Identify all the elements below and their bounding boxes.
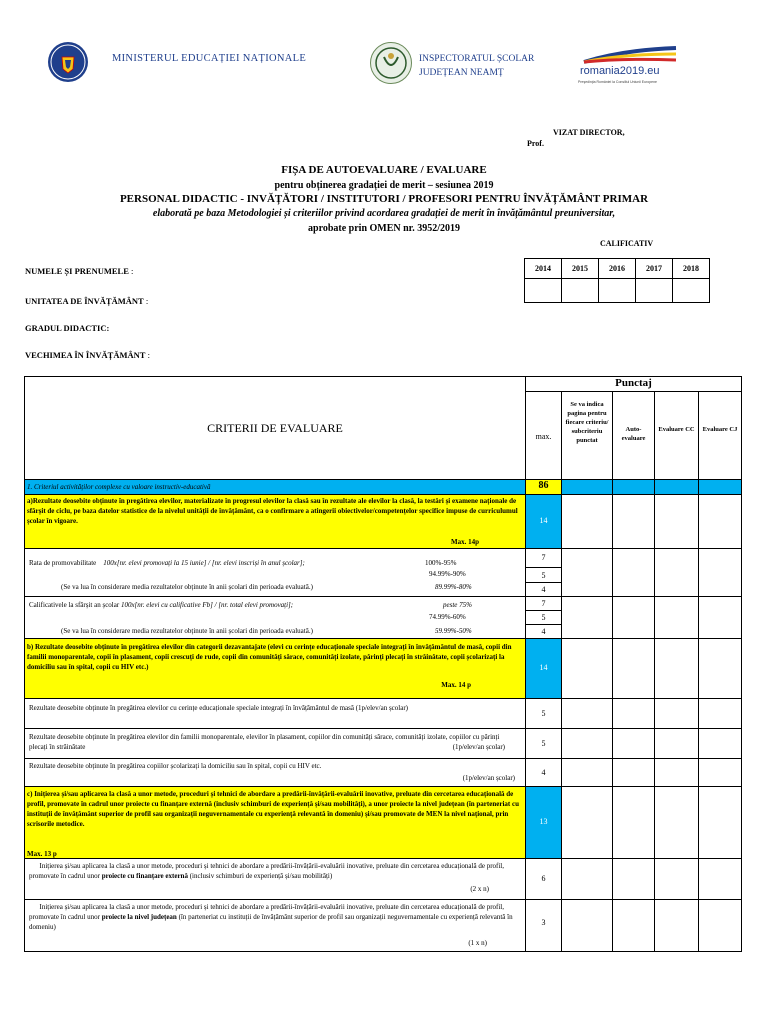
promo-label: Rata de promovabilitate (29, 559, 97, 567)
title-line4: elaborată pe baza Metodologiei și criteriilor privind acordarea gradației de merit în învățământul preuniversitar, (152, 208, 616, 219)
calif-cj[interactable] (698, 596, 742, 639)
cj-header-cell (698, 391, 742, 480)
calificativ-label: CALIFICATIV (600, 239, 654, 248)
c2-unit: (1 x n) (468, 939, 487, 947)
promo-p3-cell (525, 582, 562, 597)
calif-2014-input[interactable] (525, 279, 562, 303)
crit-a-text: a)Rezultate deosebite obținute în pregătirea elevilor, materializate în progresul elevilor la clasă sau în rezultate ale elevilor la clasă, la testări și examene naționale de sfârșit de ciclu, pe baza datelor statistice de la nivelul unității de învățământ, ca o confirmare a atingerii obiectivelor/competențelor specifice impuse de curriculumul școlar în vigoare. (27, 497, 518, 525)
calif-p2-cell (525, 610, 562, 625)
crit-b-text: b) Rezultate deosebite obținute în pregătirea elevilor din categorii dezavantajate (elevi cu cerințe educaționale speciale integrați în învățământul de masă, copii din familii monoparentale, copii în plasament, copii crescuți de rude, copii din comunități sărace, comunități izolate, părinți plecați în străinătate, copii școlarizați la domiciliu sau în spital, copii cu HIV etc.) (27, 643, 512, 671)
c1-p: 6 (541, 874, 546, 883)
promo-note: (Se va lua în considerare media rezultatelor obținute în anii școlari din perioada evaluată.) (61, 583, 313, 591)
field-seniority-label: VECHIMEA ÎN ÎNVĂȚĂMÂNT (25, 350, 146, 360)
c2-p-cell (525, 899, 562, 952)
crit1-pagina[interactable] (561, 479, 613, 495)
crit-b-max: 14 (539, 663, 548, 672)
promo-cj[interactable] (698, 548, 742, 597)
c2-text-c: (în parteneriat cu instituții de învățământ superior de profil sau organizații neguvernamentale cu experiență relevantă în domeniu) (29, 913, 513, 931)
promo-range-3: 89.99%-80% (435, 583, 472, 591)
crit1-row (24, 479, 526, 495)
crit1-label: 1. Criteriul activităților complexe cu valoare instructiv-educativă (27, 483, 211, 491)
crit-c-max: 13 (539, 817, 548, 826)
pagina-header-cell (561, 391, 613, 480)
max-header: max. (535, 432, 552, 441)
title-line5: aprobate prin OMEN nr. 3952/2019 (308, 223, 460, 234)
b3-p-cell (525, 758, 562, 787)
pagina-header: Se va indica pagina pentru fiecare criteriu/ subcriteriu punctat (565, 401, 609, 444)
calif-2018-input[interactable] (673, 279, 710, 303)
crit-a-max-cell (525, 494, 562, 549)
crit-c-cc[interactable] (654, 786, 699, 859)
c2-cj[interactable] (698, 899, 742, 952)
crit1-cj[interactable] (698, 479, 742, 495)
year-2017: 2017 (636, 259, 673, 279)
b3-cj[interactable] (698, 758, 742, 787)
crit-c-max-cell (525, 786, 562, 859)
crit-b-row (24, 638, 526, 699)
b2-text: Rezultate deosebite obținute în pregătirea elevilor din familii monoparentale, elevilor în plasament, copiilor din comunități sărace, comunități izolate, copiilor cu părinți plecați în străinătate (29, 733, 500, 751)
calif-pagina[interactable] (561, 596, 613, 639)
punctaj-header: Punctaj (525, 376, 742, 392)
field-name[interactable]: NUMELE ȘI PRENUMELE : (25, 266, 134, 276)
eu-presidency-logo (582, 46, 678, 64)
isj-name (419, 52, 534, 80)
calif-formula: 100x[nr. elevi cu calificative Fb] / [nr. total elevi promovați]; (120, 601, 294, 609)
crit-a-cc[interactable] (654, 494, 699, 549)
b2-unit: (1p/elev/an școlar) (452, 743, 505, 751)
b2-row (24, 728, 526, 759)
promo-auto[interactable] (612, 548, 655, 597)
cc-header-cell (654, 391, 699, 480)
c2-pagina[interactable] (561, 899, 613, 952)
b1-cj[interactable] (698, 698, 742, 729)
crit-c-max-label: Max. 13 p (27, 850, 57, 858)
isj-line2: JUDEȚEAN NEAMȚ (419, 68, 504, 78)
calif-p1: 7 (541, 599, 546, 608)
ministry-logo (48, 42, 88, 82)
promo-text (29, 558, 305, 568)
c1-text-c: (inclusiv schimburi de experiență și/sau mobilități) (189, 872, 333, 880)
vizat-director: VIZAT DIRECTOR, (553, 128, 625, 137)
c2-p: 3 (541, 918, 546, 927)
year-2014: 2014 (525, 259, 562, 279)
crit-a-cj[interactable] (698, 494, 742, 549)
ministry-name: MINISTERUL EDUCAȚIEI NAȚIONALE (112, 53, 307, 64)
calif-cc[interactable] (654, 596, 699, 639)
b3-cc[interactable] (654, 758, 699, 787)
c1-pagina[interactable] (561, 858, 613, 900)
b2-p-cell (525, 728, 562, 759)
crit1-cc[interactable] (654, 479, 699, 495)
b3-unit: (1p/elev/an școlar) (462, 774, 515, 782)
calif-note: (Se va lua în considerare media rezultatelor obținute în anii școlari din perioada evaluată.) (61, 627, 313, 635)
crit-a-max-label: Max. 14p (451, 538, 479, 546)
year-2015: 2015 (562, 259, 599, 279)
calif-2017-input[interactable] (636, 279, 673, 303)
c2-auto[interactable] (612, 899, 655, 952)
calif-p1-cell (525, 596, 562, 611)
promo-block (24, 548, 526, 597)
calif-p2: 5 (541, 613, 546, 622)
year-2018: 2018 (673, 259, 710, 279)
promo-pagina[interactable] (561, 548, 613, 597)
crit-a-auto[interactable] (612, 494, 655, 549)
isj-logo (370, 42, 412, 84)
c1-p-cell (525, 858, 562, 900)
romania2019-subtitle: Preşedinţia României la Consiliul Uniunii Europene (578, 80, 657, 84)
promo-p3: 4 (541, 585, 546, 594)
b1-cc[interactable] (654, 698, 699, 729)
b1-p-cell (525, 698, 562, 729)
b1-text: Rezultate deosebite obținute în pregătirea elevilor cu cerințe educaționale speciale integrați în învățământul de masă (1p/elev/an școlar) (29, 704, 409, 712)
c2-text-a: Inițierea și/sau aplicarea la clasă a unor metode, proceduri și tehnici de abordare a predării-învățării-evaluării inovative, preluate din cercetarea educațională de profil, promovate în cadrul unor (29, 903, 504, 921)
vizat-prof: Prof. (527, 139, 544, 148)
field-name-label: NUMELE ȘI PRENUMELE (25, 266, 129, 276)
crit-b-auto[interactable] (612, 638, 655, 699)
promo-range-2: 94.99%-90% (429, 570, 466, 578)
romania2019-label: romania2019.eu (580, 65, 660, 77)
criteria-header-cell (24, 376, 526, 480)
b3-pagina[interactable] (561, 758, 613, 787)
cj-header: Evaluare CJ (702, 426, 738, 433)
year-2016: 2016 (599, 259, 636, 279)
field-grade[interactable]: GRADUL DIDACTIC: (25, 323, 110, 333)
calif-range-1: peste 75% (443, 601, 472, 609)
b3-text: Rezultate deosebite obținute în pregătirea copiilor școlarizați la domiciliu sau în spital, copii cu HIV etc. (29, 762, 322, 770)
b3-row (24, 758, 526, 787)
calif-p3-cell (525, 624, 562, 639)
crit-c-text: c) Inițierea și/sau aplicarea la clasă a unor metode, proceduri și tehnici de abordare a predării-învățării-evaluării inovative, preluate din cercetarea educațională de profil, promovate în cadrul unor proiecte cu finanțare externă (inclusiv schimburi de experiență și/sau mobilități), a unor proiecte la nivel județean (în parteneriat cu instituții de învățământ superior de profil sau organizații neguvernamentale cu experiență relevantă în domeniu) și/sau promovate de MEN la nivel național, prin scrisorile metodice. (27, 790, 519, 828)
calif-p3: 4 (541, 627, 546, 636)
calif-range-2: 74.99%-60% (429, 613, 466, 621)
promo-p1-cell (525, 548, 562, 568)
b1-pagina[interactable] (561, 698, 613, 729)
crit-a-pagina[interactable] (561, 494, 613, 549)
calif-auto[interactable] (612, 596, 655, 639)
c1-cc[interactable] (654, 858, 699, 900)
crit-b-max-label: Max. 14 p (441, 681, 471, 689)
auto-header-cell (612, 391, 655, 480)
b2-auto[interactable] (612, 728, 655, 759)
crit-b-cj[interactable] (698, 638, 742, 699)
c2-text-b: proiecte la nivel județean (101, 913, 177, 921)
crit-a-max: 14 (539, 516, 548, 525)
b1-row (24, 698, 526, 729)
b3-p: 4 (541, 768, 546, 777)
c1-text-b: proiecte cu finanțare externă (101, 872, 188, 880)
calif-text (29, 600, 293, 610)
promo-range-1: 100%-95% (425, 559, 457, 567)
crit-b-max-cell (525, 638, 562, 699)
c1-text (29, 861, 523, 881)
calif-2015-input[interactable] (562, 279, 599, 303)
cc-header: Evaluare CC (658, 426, 695, 433)
b2-cc[interactable] (654, 728, 699, 759)
crit1-auto[interactable] (612, 479, 655, 495)
crit-c-row (24, 786, 526, 859)
c2-text (29, 902, 523, 932)
calif-label: Calificativele la sfârșit an școlar (29, 601, 120, 609)
crit-c-pagina[interactable] (561, 786, 613, 859)
criteria-header: CRITERII DE EVALUARE (207, 421, 343, 435)
c1-row (24, 858, 526, 900)
title-line2: pentru obținerea gradației de merit – sesiunea 2019 (274, 180, 494, 191)
title-line3: PERSONAL DIDACTIC - INVĂȚĂTORI / INSTITUTORI / PROFESORI PENTRU ÎNVĂȚĂMÂNT PRIMAR (119, 193, 649, 205)
promo-cc[interactable] (654, 548, 699, 597)
calificativ-table (524, 258, 710, 303)
crit-c-auto[interactable] (612, 786, 655, 859)
c2-cc[interactable] (654, 899, 699, 952)
crit-b-cc[interactable] (654, 638, 699, 699)
promo-p1: 7 (541, 553, 546, 562)
c1-auto[interactable] (612, 858, 655, 900)
c1-text-a: Inițierea și/sau aplicarea la clasă a unor metode, proceduri și tehnici de abordare a predării-învățării-evaluării inovative, preluate din cercetarea educațională de profil, promovate în cadrul unor (29, 862, 504, 880)
calif-block (24, 596, 526, 639)
promo-formula: 100x[nr. elevi promovați la 15 iunie] / [nr. elevi inscriși în anul școlar]; (103, 559, 305, 567)
crit1-max: 86 (525, 479, 562, 495)
b3-auto[interactable] (612, 758, 655, 787)
promo-p2-cell (525, 567, 562, 583)
promo-p2: 5 (541, 571, 546, 580)
b1-auto[interactable] (612, 698, 655, 729)
auto-header: Auto-evaluare (621, 426, 646, 442)
b2-pagina[interactable] (561, 728, 613, 759)
c1-cj[interactable] (698, 858, 742, 900)
c1-unit: (2 x n) (470, 885, 489, 893)
calif-2016-input[interactable] (599, 279, 636, 303)
crit-a-row (24, 494, 526, 549)
crit-c-cj[interactable] (698, 786, 742, 859)
isj-line1: INSPECTORATUL ȘCOLAR (419, 54, 535, 64)
title-line1: FIȘA DE AUTOEVALUARE / EVALUARE (281, 164, 487, 176)
field-seniority[interactable]: VECHIMEA ÎN ÎNVĂȚĂMÂNT : (25, 350, 150, 360)
calif-range-3: 59.99%-50% (435, 627, 472, 635)
field-unit-label: UNITATEA DE ÎNVĂȚĂMÂNT (25, 296, 144, 306)
c2-row (24, 899, 526, 952)
b2-p: 5 (541, 739, 546, 748)
b2-cj[interactable] (698, 728, 742, 759)
crit-b-pagina[interactable] (561, 638, 613, 699)
field-unit[interactable]: UNITATEA DE ÎNVĂȚĂMÂNT : (25, 296, 149, 306)
b1-p: 5 (541, 709, 546, 718)
max-header-cell (525, 391, 562, 480)
